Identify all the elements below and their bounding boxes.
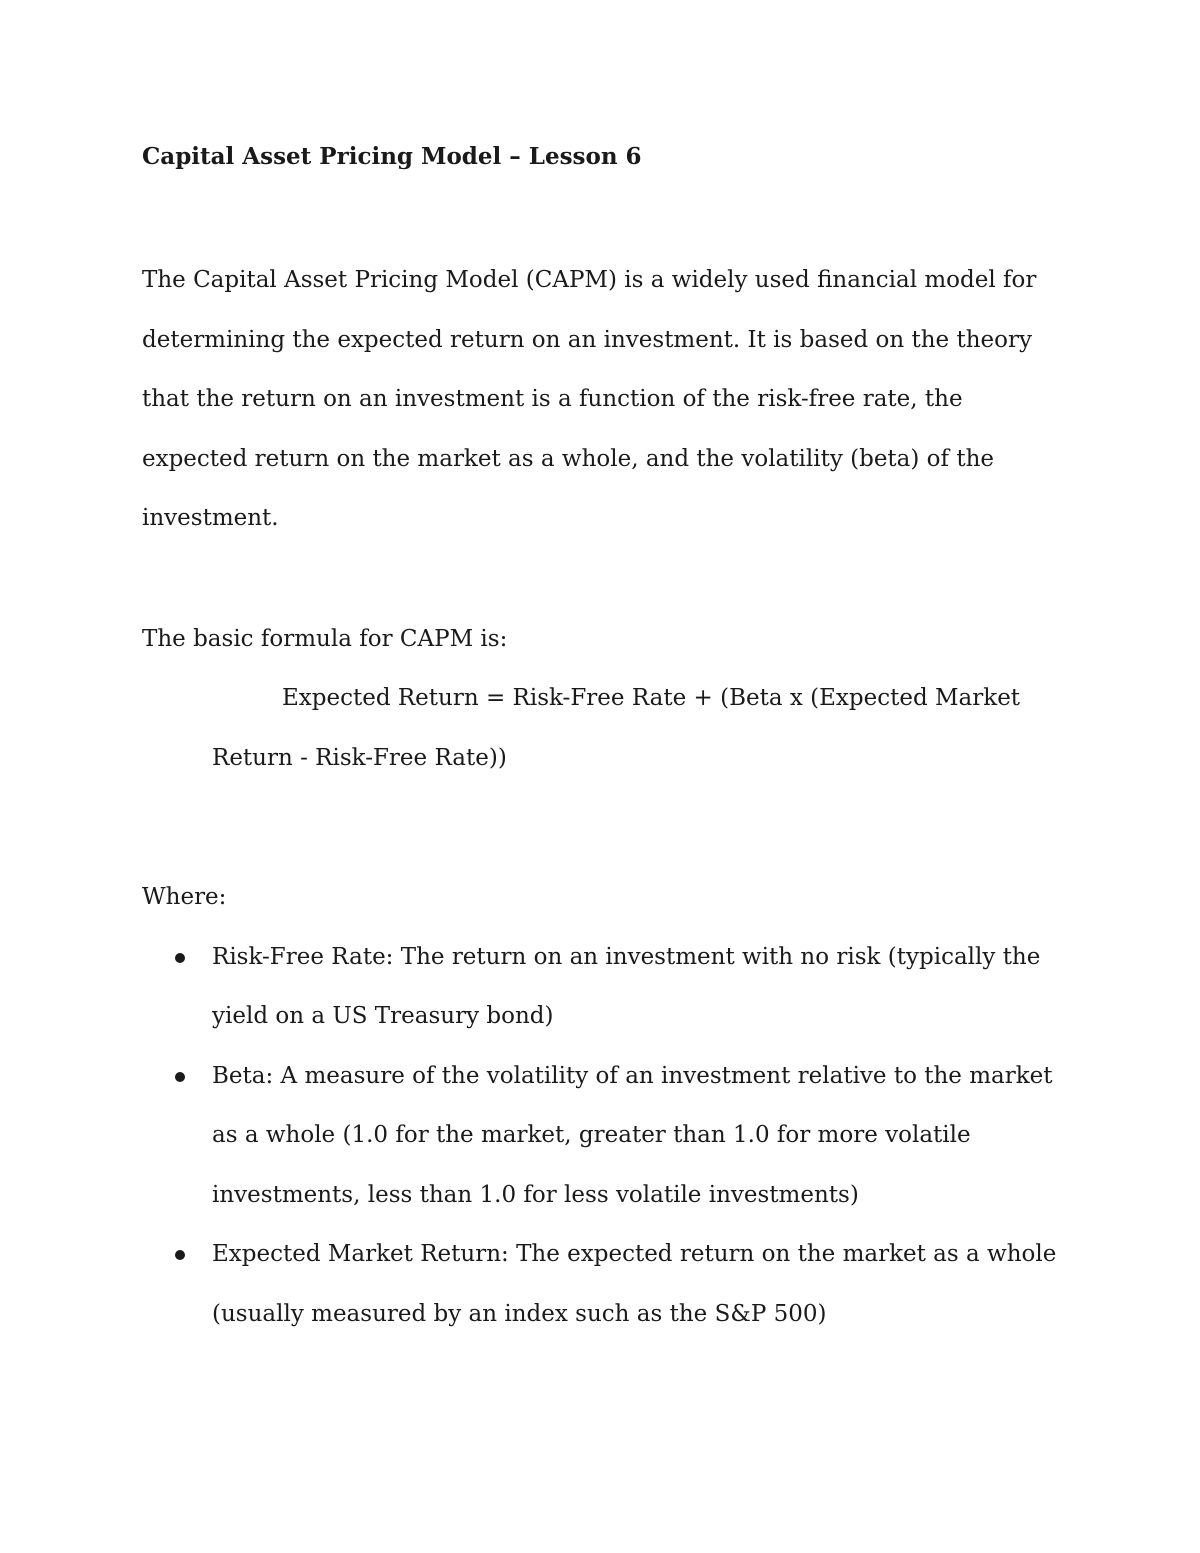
bullet-icon [175,953,185,963]
bullet-icon [175,1250,185,1260]
intro-paragraph: The Capital Asset Pricing Model (CAPM) is a widely used financial model for determining the expected return on an investment. It is based on the theory that the return on an investment is a function of the risk-free rate, the expected return on the market as a whole, and the volatility (beta) of the investment. [142,267,1037,531]
bullet-icon [175,1072,185,1082]
definition-text: Expected Market Return: The expected return on the market as a whole (usually measured by an index such as the S&P 500) [212,1241,1057,1327]
document-title: Capital Asset Pricing Model – Lesson 6 [142,143,642,170]
definition-expected-market-return [212,1225,1062,1344]
document-page [142,132,1062,1344]
formula-lead-text: The basic formula for CAPM is: [142,625,508,652]
definition-text: Beta: A measure of the volatility of an investment relative to the market as a whole (1.0 for the market, greater than 1.0 for more volatile investments, less than 1.0 for less volatile investments) [212,1062,1053,1208]
definitions-list [142,928,1062,1345]
definition-risk-free-rate [212,928,1062,1047]
definition-beta [212,1047,1062,1226]
definition-text: Risk-Free Rate: The return on an investment with no risk (typically the yield on a US Treasury bond) [212,943,1041,1029]
where-label: Where: [142,884,227,910]
capm-formula: Expected Return = Risk-Free Rate + (Beta x (Expected Market Return - Risk-Free Rate)) [212,685,1021,771]
